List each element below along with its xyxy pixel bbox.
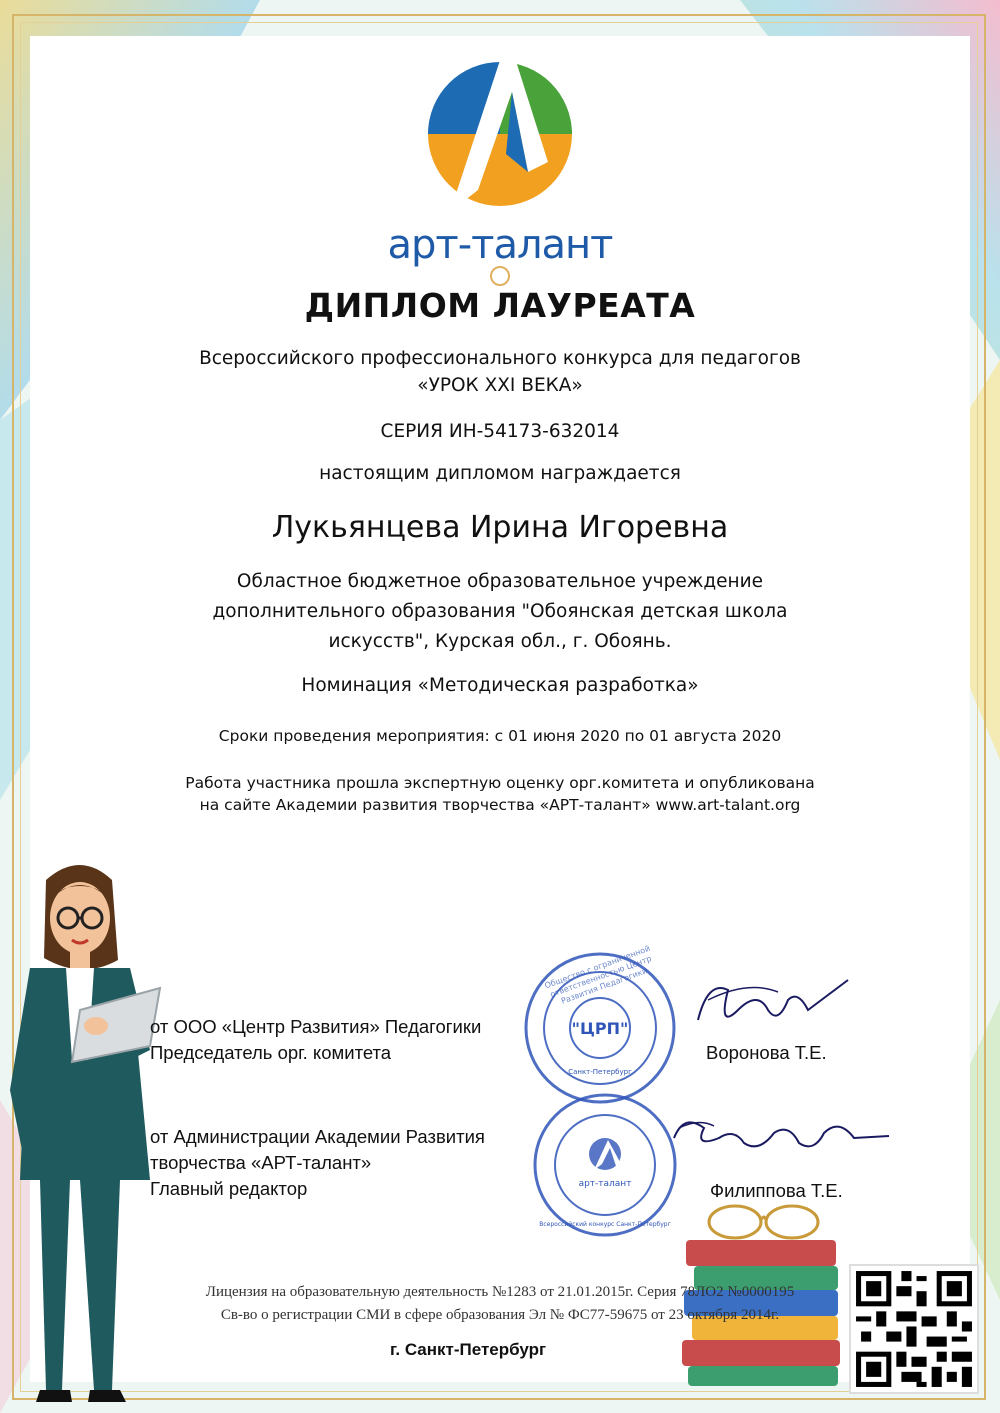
nomination: Номинация «Методическая разработка» <box>301 675 699 696</box>
signature-block-1 <box>150 1014 481 1066</box>
series-number: СЕРИЯ ИН-54173-632014 <box>380 421 620 442</box>
org-line-2: дополнительного образования "Обоянская детская школа <box>212 601 788 622</box>
signature-1-line-1: от ООО «Центр Развития» Педагогики <box>150 1016 482 1037</box>
stamp-art-ring: Всероссийский конкурс Санкт-Петербург <box>539 1221 671 1228</box>
signature-2-line-2: творчества «АРТ-талант» <box>150 1152 372 1173</box>
review-line-1: Работа участника прошла экспертную оценку орг.комитета и опубликована <box>185 774 815 792</box>
diploma-title: ДИПЛОМ ЛАУРЕАТА <box>304 286 696 325</box>
signature-2-name: Филиппова Т.Е. <box>710 1180 843 1201</box>
stamp-crp-center: "ЦРП" <box>571 1019 629 1038</box>
qr-code-icon <box>851 1266 977 1392</box>
art-talant-logo <box>387 22 613 272</box>
signature-block-2 <box>150 1124 485 1202</box>
logo-brand-text: арт-талант <box>387 222 613 268</box>
contest-line-2: «УРОК XXI ВЕКА» <box>417 375 583 396</box>
signature-2-line-3: Главный редактор <box>150 1178 308 1199</box>
awarded-line: настоящим дипломом награждается <box>319 463 681 484</box>
signature-voronova <box>688 970 858 1040</box>
recipient-name: Лукьянцева Ирина Игоревна <box>271 510 729 545</box>
stamp-crp-city: Санкт-Петербург <box>568 1068 632 1076</box>
org-line-1: Областное бюджетное образовательное учреждение <box>236 571 764 592</box>
event-dates: Сроки проведения мероприятия: с 01 июня 2020 по 01 августа 2020 <box>218 727 782 745</box>
signature-2-line-1: от Администрации Академии Развития <box>150 1126 485 1147</box>
signature-filippova <box>664 1108 894 1168</box>
logo-swirl <box>490 266 510 286</box>
stamp-crp-ring-text: Общество с ограниченной ответственностью Центр Развития Педагогики <box>543 943 653 1006</box>
license-line-1: Лицензия на образовательную деятельность №1283 от 21.01.2015г. Серия 78ЛО2 №0000195 <box>205 1284 795 1300</box>
stamp-art-talant <box>530 1090 680 1240</box>
license-line-2: Св-во о регистрации СМИ в сфере образования Эл № ФС77-59675 от 23 октября 2014г. <box>220 1307 780 1323</box>
org-line-3: искусств", Курская обл., г. Обоянь. <box>328 631 672 652</box>
signature-1-name: Воронова Т.Е. <box>706 1042 827 1063</box>
stamp-art-center: арт-талант <box>578 1179 632 1189</box>
review-line-2: на сайте Академии развития творчества «АРТ-талант» www.art-talant.org <box>199 796 801 814</box>
contest-line-1: Всероссийского профессионального конкурса для педагогов <box>199 348 801 369</box>
footer-city: г. Санкт-Петербург <box>390 1340 547 1359</box>
qr-code[interactable] <box>849 1264 979 1394</box>
signature-1-line-2: Председатель орг. комитета <box>150 1042 392 1063</box>
